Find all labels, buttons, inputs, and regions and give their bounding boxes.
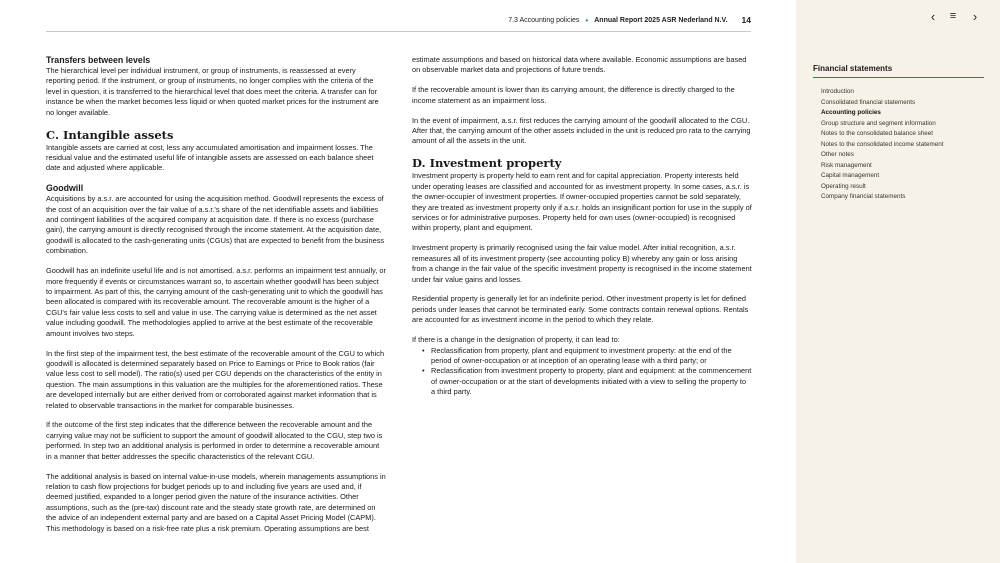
chevron-left-icon: ‹ xyxy=(930,8,936,24)
navigation-sidebar xyxy=(796,0,1000,563)
toc-item-capital-management[interactable]: Capital management xyxy=(821,172,880,179)
right-column xyxy=(412,55,752,398)
toc-item-consolidated-financial-statements[interactable]: Consolidated financial statements xyxy=(821,98,916,106)
investment-paragraph-2: Investment property is primarily recognised using the fair value model. After initial recognition, a.s.r. remeasures all of its investment property (see accounting policy B) whereby any gain or loss arising from a change in the fair value of the specific investment property is recognised in the income statement under fair value gains and losses. xyxy=(412,243,752,284)
toc-title: Financial statements xyxy=(813,64,984,78)
intangible-assets-heading: C. Intangible assets xyxy=(46,127,174,142)
header-separator-dot: • xyxy=(585,15,589,25)
toc-item-notes-income-statement[interactable]: Notes to the consolidated income statement xyxy=(821,140,944,148)
goodwill-paragraph-1: Acquisitions by a.s.r. are accounted for using the acquisition method. Goodwill represents the excess of the cost of an acquisition over the fair value of a.s.r.'s share of the net identifiable assets and liabilities and contingent liabilities of the acquired company at acquisition date. If there is no excess (purchase gain), the carrying amount is directly recognised through the income statement. At the acquisition date, goodwill is allocated to the cash-generating units (CGUs) that are expected to benefit from the business combination. xyxy=(46,194,385,256)
toc-item-accounting-policies[interactable]: Accounting policies xyxy=(821,109,881,116)
toc-item-company-financial-statements[interactable]: Company financial statements xyxy=(821,193,906,200)
investment-paragraph-1: Investment property is property held to earn rent and for capital appreciation. Property interests held under operating leases are classified and accounted for as investment property. In some cases, a.s.r. is the owner-occupier of investment properties. If owner-occupied properties cannot be sold separately, they are treated as investment property only if a.s.r. holds an insignificant portion for use in the supply of services or for administrative purposes. Property held for own uses (owner-occupied) is recognised within property, plant and equipment. xyxy=(412,171,752,233)
toc-item-operating-result[interactable]: Operating result xyxy=(821,182,866,190)
next-page-button[interactable] xyxy=(966,9,984,23)
investment-paragraph-4: If there is a change in the designation of property, it can lead to: xyxy=(412,335,620,345)
goodwill-paragraph-3: In the first step of the impairment test, the best estimate of the recoverable amount of the CGU to which goodwill is allocated is determined separately based on Price to Earnings or Price to Book ratios (fair value less cost to sell model). The ratio(s) used per CGU depends on the characteristics of the entity in question. The main assumptions in this valuation are the multiples for the aforementioned ratios. These are developed internally but are either derived from or corroborated against market information that is related to observable transactions in the market for comparable businesses. xyxy=(46,348,385,410)
intangible-assets-paragraph: Intangible assets are carried at cost, less any accumulated amortisation and impairment losses. The residual value and the estimated useful life of intangible assets are assessed on each balance sheet date and adjusted where applicable. xyxy=(46,142,374,173)
toc-item-group-structure[interactable]: Group structure and segment information xyxy=(821,119,936,127)
list-item: • Reclassification from investment property to property, plant and equipment: at the commencement of owner-occupation or at the start of developments initiated with a view to selling the property to a third party. xyxy=(422,366,752,397)
toc-item-other-notes[interactable]: Other notes xyxy=(821,151,854,158)
menu-button[interactable] xyxy=(944,9,962,23)
toc-item-risk-management[interactable]: Risk management xyxy=(821,161,872,169)
reclassification-list xyxy=(422,346,752,398)
list-item: • Reclassification from property, plant and equipment to investment property: at the end of the period of owner-occupation or at inception of an operating lease with a third party; or xyxy=(422,346,752,367)
transfers-heading: Transfers between levels xyxy=(46,55,151,65)
left-column xyxy=(46,55,386,534)
goodwill-paragraph-4: If the outcome of the first step indicates that the difference between the recoverable amount and the carrying value may not be sufficient to support the amount of goodwill allocated to the CGU, step two is performed. In step two an additional analysis is performed in order to determine a recoverable amount in a manner that better addresses the specific characteristics of the relevant CGU. xyxy=(46,420,383,461)
continued-paragraph-2: If the recoverable amount is lower than its carrying amount, the difference is directly charged to the income statement as an impairment loss. xyxy=(412,85,735,105)
toc-item-notes-balance-sheet[interactable]: Notes to the consolidated balance sheet xyxy=(821,130,934,137)
toc-item-introduction[interactable]: Introduction xyxy=(821,88,854,95)
page-number: 14 xyxy=(741,15,751,25)
header-report-title: Annual Report 2025 ASR Nederland N.V. xyxy=(594,16,728,24)
chevron-right-icon: › xyxy=(972,8,978,24)
header-section: 7.3 Accounting policies xyxy=(508,16,580,24)
continued-paragraph-1: estimate assumptions and based on historical data where available. Economic assumptions are based on observable market data and projections of future trends. xyxy=(412,55,747,75)
goodwill-paragraph-2: Goodwill has an indefinite useful life and is not amortised. a.s.r. performs an impairment test annually, or more frequently if events or circumstances warrant so, to ascertain whether goodwill has been subject to impairment. As part of this, the carrying amount of the cash-generating unit to which the goodwill has been allocated is compared with its recoverable amount. The recoverable amount is the higher of a CGU's fair value less costs to sell and value in use. The carrying value is determined as the net asset value including goodwill. The methodologies applied to arrive at the best estimate of the recoverable amount involves two steps. xyxy=(46,266,387,338)
transfers-paragraph: The hierarchical level per individual instrument, or group of instruments, is reassessed at every reporting period. If the instrument, or group of instruments, no longer complies with the criteria of the level in question, it is transferred to the hierarchical level that does meet the criteria. A transfer can for instance be when the market becomes less liquid or when quoted market prices for the instrument are no longer available. xyxy=(46,66,379,117)
previous-page-button[interactable] xyxy=(924,9,942,23)
hamburger-menu-icon: ≡ xyxy=(949,10,957,22)
continued-paragraph-3: In the event of impairment, a.s.r. first reduces the carrying amount of the goodwill allocated to the CGU. After that, the carrying amount of the other assets included in the unit is reduced pro rata to the carrying amount of all the assets in the unit. xyxy=(412,115,751,146)
page-header xyxy=(46,9,751,32)
goodwill-paragraph-5: The additional analysis is based on internal value-in-use models, wherein managements assumptions in relation to cash flow projections for budget periods up to and including five years are used and, if deemed justified, expanded to a longer period given the nature of the insurance activities. Other assumptions, such as the (pre-tax) discount rate and the steady state growth rate, are determined on the advice of an independent external party and are based on a Capital Asset Pricing Model (CAPM). This methodology is based on a risk-free rate plus a risk premium. Operating assumptions are best xyxy=(46,471,386,533)
investment-property-heading: D. Investment property xyxy=(412,156,562,171)
investment-paragraph-3: Residential property is generally let for an indefinite period. Other investment property is let for defined periods under leases that cannot be terminated early. Some contracts contain renewal options. Rentals are accounted for as investment income in the period to which they relate. xyxy=(412,294,749,325)
goodwill-heading: Goodwill xyxy=(46,183,84,194)
toc-list xyxy=(821,87,991,203)
